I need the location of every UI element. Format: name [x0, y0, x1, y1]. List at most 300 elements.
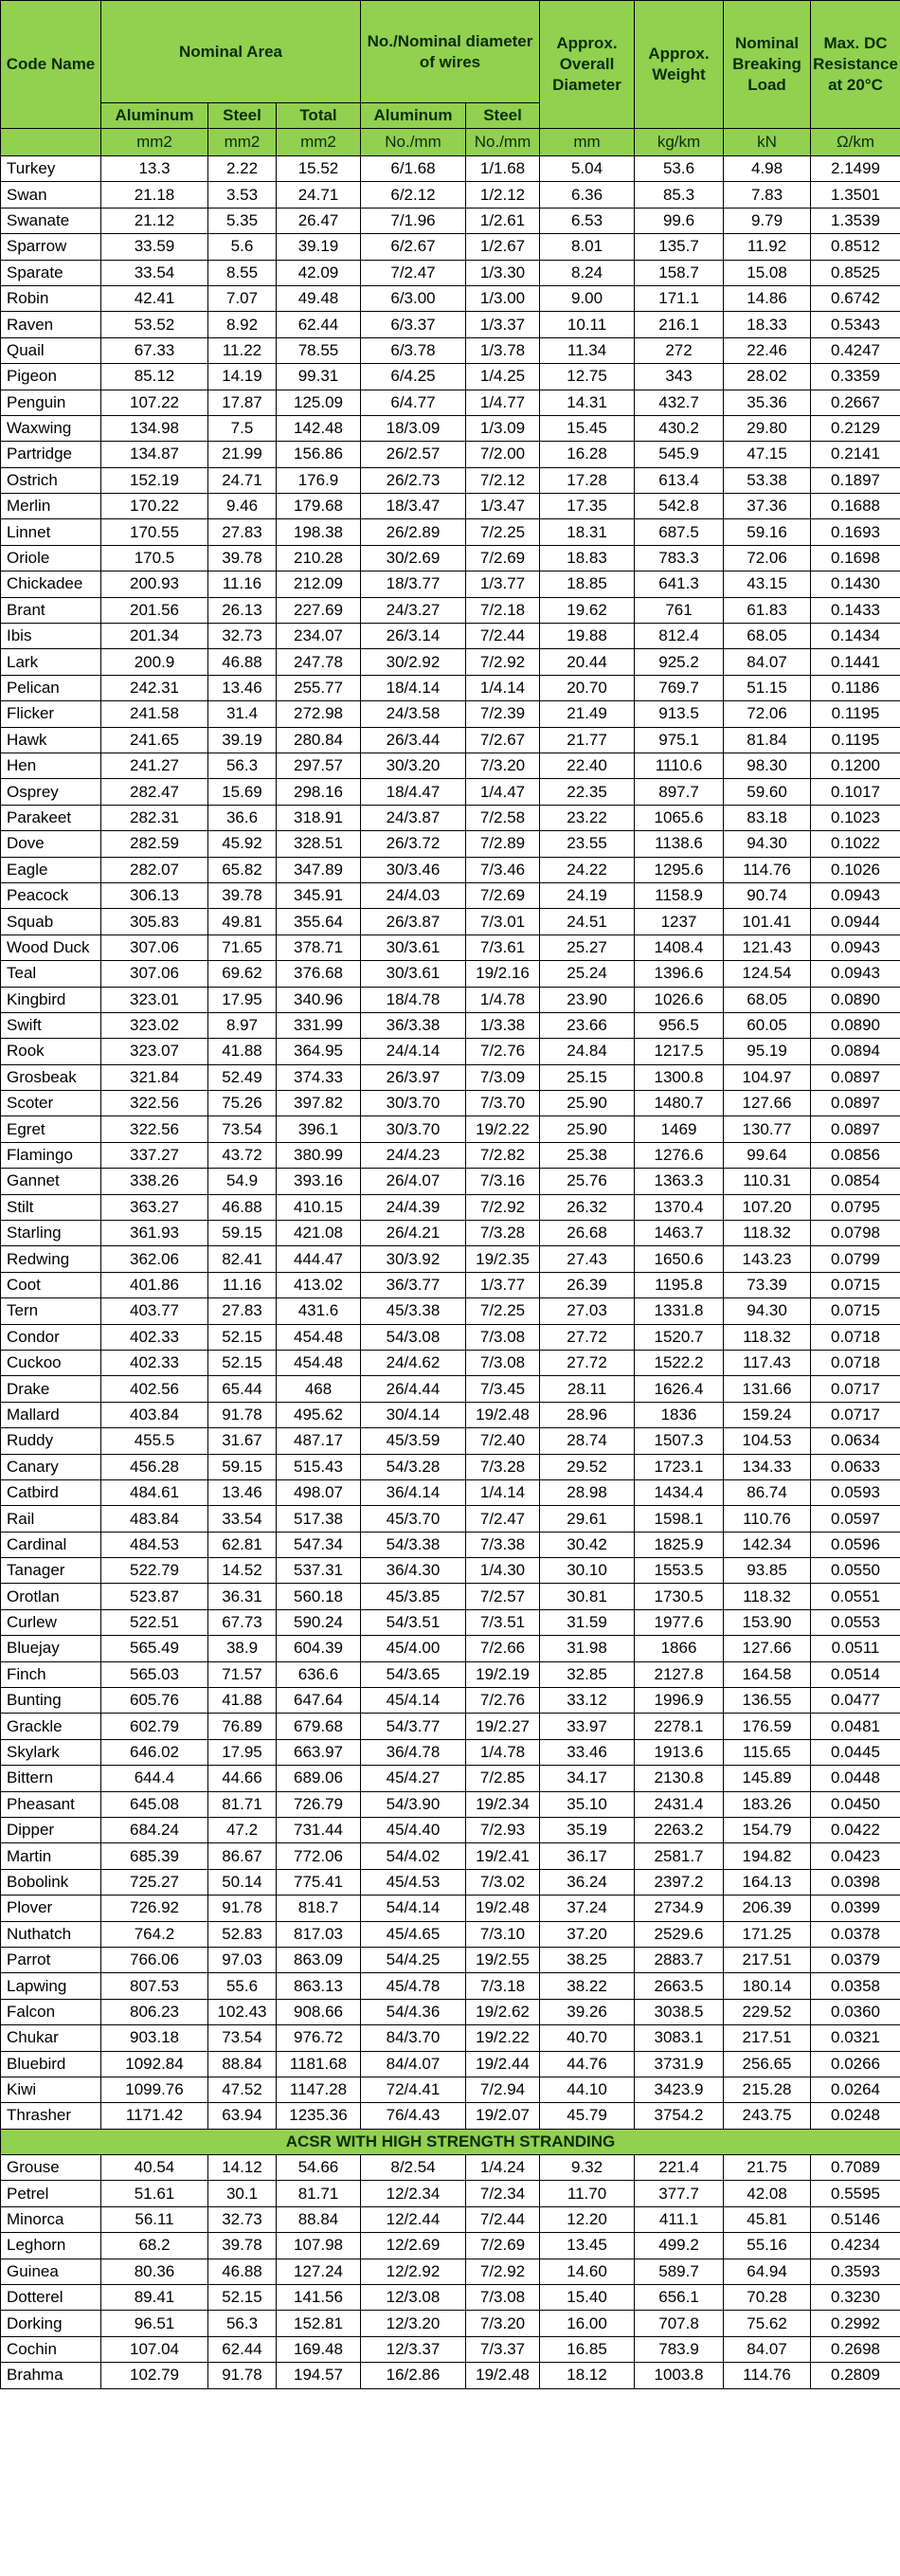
table-cell: 6.53 [540, 208, 635, 233]
table-cell: 7/2.57 [466, 1584, 540, 1609]
table-cell: 54/3.90 [361, 1791, 466, 1817]
table-row [1, 1609, 900, 1635]
table-cell: Grosbeak [1, 1064, 101, 1090]
table-cell: 60.05 [724, 1012, 811, 1038]
table-row [1, 182, 900, 208]
table-cell: 152.81 [277, 2311, 361, 2336]
table-cell: 14.52 [208, 1558, 277, 1584]
table-cell: 59.15 [208, 1454, 277, 1479]
table-cell: 98.30 [724, 753, 811, 778]
table-cell: 7/2.85 [466, 1766, 540, 1791]
table-row [1, 2336, 900, 2362]
table-cell: 73.54 [208, 1116, 277, 1142]
table-cell: 7/2.18 [466, 597, 540, 623]
table-cell: 54/3.77 [361, 1714, 466, 1739]
table-cell: 363.27 [101, 1194, 208, 1220]
table-cell: 323.07 [101, 1039, 208, 1064]
table-cell: 19/2.41 [466, 1843, 540, 1869]
table-cell: Tanager [1, 1558, 101, 1584]
table-cell: Bluejay [1, 1636, 101, 1661]
table-cell: 54/4.02 [361, 1843, 466, 1869]
table-cell: 38.25 [540, 1947, 635, 1972]
table-cell: 30/3.70 [361, 1091, 466, 1116]
table-cell: Swanate [1, 208, 101, 233]
table-cell: 25.38 [540, 1142, 635, 1168]
table-cell: 1331.8 [635, 1298, 724, 1324]
table-cell: 863.13 [277, 1973, 361, 1999]
table-cell: Teal [1, 961, 101, 987]
table-cell: 2581.7 [635, 1843, 724, 1869]
table-cell: 641.3 [635, 571, 724, 597]
table-cell: Bunting [1, 1688, 101, 1714]
table-cell: 27.43 [540, 1246, 635, 1272]
table-cell: 56.3 [208, 2311, 277, 2336]
table-row [1, 1246, 900, 1272]
table-cell: 0.0718 [811, 1324, 900, 1350]
table-cell: 0.0477 [811, 1688, 900, 1714]
table-cell: 1977.6 [635, 1609, 724, 1635]
table-cell: 707.8 [635, 2311, 724, 2336]
table-cell: 413.02 [277, 1272, 361, 1297]
table-cell: 0.8512 [811, 234, 900, 260]
table-row [1, 805, 900, 830]
table-cell: 18/3.09 [361, 415, 466, 441]
table-cell: 215.28 [724, 2077, 811, 2102]
table-row [1, 2025, 900, 2051]
table-cell: 30.10 [540, 1558, 635, 1584]
table-cell: 14.19 [208, 364, 277, 390]
table-row [1, 285, 900, 311]
table-cell: 86.67 [208, 1843, 277, 1869]
table-cell: 54.66 [277, 2155, 361, 2181]
table-cell: 221.4 [635, 2155, 724, 2181]
table-cell: 141.56 [277, 2285, 361, 2311]
table-cell: 1235.36 [277, 2103, 361, 2129]
table-cell: 170.55 [101, 519, 208, 545]
table-cell: 484.61 [101, 1479, 208, 1505]
table-cell: 171.1 [635, 285, 724, 311]
table-cell: 45/4.78 [361, 1973, 466, 1999]
table-cell: 24/4.62 [361, 1350, 466, 1375]
table-row [1, 390, 900, 415]
table-cell: 154.79 [724, 1818, 811, 1843]
table-cell: 41.88 [208, 1688, 277, 1714]
table-cell: 136.55 [724, 1688, 811, 1714]
table-cell: Martin [1, 1843, 101, 1869]
table-cell: 547.34 [277, 1532, 361, 1557]
table-cell: 689.06 [277, 1766, 361, 1791]
table-cell: 560.18 [277, 1584, 361, 1609]
table-cell: 537.31 [277, 1558, 361, 1584]
table-cell: 9.46 [208, 494, 277, 519]
table-cell: 897.7 [635, 779, 724, 805]
table-cell: 24.22 [540, 857, 635, 882]
table-cell: 17.95 [208, 1739, 277, 1765]
unit-weight: kg/km [635, 129, 724, 156]
table-cell: 0.0717 [811, 1376, 900, 1402]
table-cell: 143.23 [724, 1246, 811, 1272]
table-cell: 26/4.44 [361, 1376, 466, 1402]
table-cell: 59.15 [208, 1221, 277, 1246]
table-cell: 37.24 [540, 1896, 635, 1921]
table-cell: 35.36 [724, 390, 811, 415]
table-row [1, 364, 900, 390]
table-cell: 169.48 [277, 2336, 361, 2362]
table-cell: 45.92 [208, 831, 277, 857]
table-cell: 9.79 [724, 208, 811, 233]
table-cell: 53.6 [635, 156, 724, 182]
table-cell: 201.56 [101, 597, 208, 623]
table-cell: 93.85 [724, 1558, 811, 1584]
table-cell: 30/3.70 [361, 1116, 466, 1142]
table-cell: 355.64 [277, 909, 361, 934]
table-cell: 41.88 [208, 1039, 277, 1064]
table-cell: 107.20 [724, 1194, 811, 1220]
table-cell: Scoter [1, 1091, 101, 1116]
table-cell: 5.35 [208, 208, 277, 233]
table-cell: 498.07 [277, 1479, 361, 1505]
table-row [1, 1350, 900, 1375]
table-cell: 28.02 [724, 364, 811, 390]
table-cell: 7/2.44 [466, 624, 540, 649]
table-cell: 1110.6 [635, 753, 724, 778]
table-cell: 255.77 [277, 675, 361, 700]
table-cell: 46.88 [208, 649, 277, 675]
table-cell: 0.0551 [811, 1584, 900, 1609]
table-cell: Starling [1, 1221, 101, 1246]
table-cell: 72.06 [724, 545, 811, 571]
table-cell: 70.28 [724, 2285, 811, 2311]
table-cell: Turkey [1, 156, 101, 182]
table-cell: 1092.84 [101, 2051, 208, 2077]
table-cell: 3038.5 [635, 1999, 724, 2024]
table-cell: 272 [635, 337, 724, 363]
table-cell: 0.0511 [811, 1636, 900, 1661]
table-row [1, 2103, 900, 2129]
table-cell: 76.89 [208, 1714, 277, 1739]
table-cell: 47.15 [724, 442, 811, 467]
table-cell: 3731.9 [635, 2051, 724, 2077]
table-cell: 1507.3 [635, 1428, 724, 1454]
table-cell: 23.55 [540, 831, 635, 857]
table-cell: 11.16 [208, 1272, 277, 1297]
table-cell: 0.1441 [811, 649, 900, 675]
table-cell: Pigeon [1, 364, 101, 390]
table-cell: 194.57 [277, 2363, 361, 2388]
table-cell: 27.72 [540, 1350, 635, 1375]
table-cell: 142.48 [277, 415, 361, 441]
table-cell: Waxwing [1, 415, 101, 441]
table-cell: 7/2.92 [466, 649, 540, 675]
table-cell: 67.33 [101, 337, 208, 363]
table-cell: Sparrow [1, 234, 101, 260]
table-cell: 217.51 [724, 2025, 811, 2051]
table-cell: 431.6 [277, 1298, 361, 1324]
table-cell: 94.30 [724, 831, 811, 857]
table-cell: 5.04 [540, 156, 635, 182]
table-cell: 39.78 [208, 2233, 277, 2259]
table-cell: 1/3.00 [466, 285, 540, 311]
table-cell: 84.07 [724, 2336, 811, 2362]
table-cell: 36.24 [540, 1869, 635, 1895]
table-cell: 1/1.68 [466, 156, 540, 182]
table-cell: 6/4.25 [361, 364, 466, 390]
table-cell: 818.7 [277, 1896, 361, 1921]
table-cell: 364.95 [277, 1039, 361, 1064]
table-cell: 1/4.78 [466, 1739, 540, 1765]
table-cell: 11.34 [540, 337, 635, 363]
table-cell: 210.28 [277, 545, 361, 571]
table-cell: 7/2.58 [466, 805, 540, 830]
table-cell: 4.98 [724, 156, 811, 182]
table-cell: 158.7 [635, 260, 724, 285]
table-cell: 52.15 [208, 1350, 277, 1375]
table-cell: 908.66 [277, 1999, 361, 2024]
table-cell: 647.64 [277, 1688, 361, 1714]
table-cell: 18/3.77 [361, 571, 466, 597]
table-cell: 53.38 [724, 467, 811, 493]
table-row [1, 1454, 900, 1479]
table-cell: 121.43 [724, 934, 811, 960]
table-row [1, 1169, 900, 1194]
table-cell: Linnet [1, 519, 101, 545]
table-cell: 256.65 [724, 2051, 811, 2077]
table-cell: Swift [1, 1012, 101, 1038]
table-cell: 16.85 [540, 2336, 635, 2362]
table-cell: Falcon [1, 1999, 101, 2024]
table-cell: Ibis [1, 624, 101, 649]
table-cell: Bluebird [1, 2051, 101, 2077]
table-cell: 12/3.08 [361, 2285, 466, 2311]
table-cell: Redwing [1, 1246, 101, 1272]
table-cell: 102.43 [208, 1999, 277, 2024]
table-cell: 33.54 [208, 1506, 277, 1532]
table-cell: 30/3.61 [361, 961, 466, 987]
table-cell: 34.17 [540, 1766, 635, 1791]
table-cell: 2263.2 [635, 1818, 724, 1843]
table-cell: 212.09 [277, 571, 361, 597]
table-cell: 65.82 [208, 857, 277, 882]
table-cell: 0.1688 [811, 494, 900, 519]
table-cell: 142.34 [724, 1532, 811, 1557]
header-code-name: Code Name [1, 1, 101, 129]
table-cell: 0.0423 [811, 1843, 900, 1869]
unit-aluminum-area: mm2 [101, 129, 208, 156]
table-cell: 7/3.01 [466, 909, 540, 934]
table-cell: 38.9 [208, 1636, 277, 1661]
table-cell: 54/3.08 [361, 1324, 466, 1350]
table-cell: 456.28 [101, 1454, 208, 1479]
table-cell: 45/4.00 [361, 1636, 466, 1661]
table-cell: 54/3.65 [361, 1661, 466, 1687]
table-cell: 2431.4 [635, 1791, 724, 1817]
table-row [1, 1947, 900, 1972]
table-cell: 36/3.77 [361, 1272, 466, 1297]
table-row [1, 727, 900, 753]
table-cell: 36/3.38 [361, 1012, 466, 1038]
table-cell: Thrasher [1, 2103, 101, 2129]
table-cell: 85.3 [635, 182, 724, 208]
table-cell: 0.1434 [811, 624, 900, 649]
table-cell: 24/4.39 [361, 1194, 466, 1220]
unit-steel-area: mm2 [208, 129, 277, 156]
table-cell: 19/2.19 [466, 1661, 540, 1687]
table-cell: Lapwing [1, 1973, 101, 1999]
table-cell: 31.4 [208, 701, 277, 727]
table-cell: Dipper [1, 1818, 101, 1843]
table-cell: 26/2.57 [361, 442, 466, 467]
table-cell: 0.0634 [811, 1428, 900, 1454]
table-cell: 125.09 [277, 390, 361, 415]
table-cell: 272.98 [277, 701, 361, 727]
table-cell: 25.24 [540, 961, 635, 987]
table-cell: 343 [635, 364, 724, 390]
table-cell: 30/2.69 [361, 545, 466, 571]
table-cell: 104.97 [724, 1064, 811, 1090]
table-cell: 28.96 [540, 1402, 635, 1427]
table-cell: Ruddy [1, 1428, 101, 1454]
table-cell: 684.24 [101, 1818, 208, 1843]
table-row [1, 2181, 900, 2206]
table-cell: 15.69 [208, 779, 277, 805]
table-cell: 30.81 [540, 1584, 635, 1609]
table-cell: 31.98 [540, 1636, 635, 1661]
table-cell: 54/4.36 [361, 1999, 466, 2024]
table-cell: 0.0798 [811, 1221, 900, 1246]
table-cell: 1408.4 [635, 934, 724, 960]
table-cell: 0.0550 [811, 1558, 900, 1584]
table-cell: 73.39 [724, 1272, 811, 1297]
table-cell: 0.1026 [811, 857, 900, 882]
table-cell: 589.7 [635, 2259, 724, 2284]
table-cell: 45/4.14 [361, 1688, 466, 1714]
table-cell: 28.74 [540, 1428, 635, 1454]
header-wires: No./Nominal diameter of wires [361, 1, 540, 103]
table-cell: 0.0894 [811, 1039, 900, 1064]
table-cell: 21.75 [724, 2155, 811, 2181]
table-cell: 68.2 [101, 2233, 208, 2259]
table-cell: 1363.3 [635, 1169, 724, 1194]
table-cell: 45/3.38 [361, 1298, 466, 1324]
table-cell: 27.03 [540, 1298, 635, 1324]
table-cell: Merlin [1, 494, 101, 519]
table-cell: 242.31 [101, 675, 208, 700]
table-cell: 0.7089 [811, 2155, 900, 2181]
table-cell: 783.9 [635, 2336, 724, 2362]
table-cell: 0.0450 [811, 1791, 900, 1817]
table-row [1, 1272, 900, 1297]
table-cell: 0.0597 [811, 1506, 900, 1532]
table-cell: 646.02 [101, 1739, 208, 1765]
table-cell: 2883.7 [635, 1947, 724, 1972]
table-cell: 7/1.96 [361, 208, 466, 233]
table-cell: 18.33 [724, 312, 811, 337]
table-cell: 7/2.39 [466, 701, 540, 727]
table-cell: 152.19 [101, 467, 208, 493]
table-cell: 0.0890 [811, 1012, 900, 1038]
table-cell: 376.68 [277, 961, 361, 987]
table-cell: 483.84 [101, 1506, 208, 1532]
table-cell: 40.70 [540, 2025, 635, 2051]
table-cell: Finch [1, 1661, 101, 1687]
table-cell: 0.1433 [811, 597, 900, 623]
table-cell: 25.90 [540, 1091, 635, 1116]
unit-wire-steel: No./mm [466, 129, 540, 156]
table-cell: 176.9 [277, 467, 361, 493]
table-cell: 45/4.65 [361, 1921, 466, 1947]
table-cell: Grackle [1, 1714, 101, 1739]
table-cell: 7/2.00 [466, 442, 540, 467]
table-cell: 8.24 [540, 260, 635, 285]
table-cell: 775.41 [277, 1869, 361, 1895]
table-cell: 421.08 [277, 1221, 361, 1246]
table-cell: 36.31 [208, 1584, 277, 1609]
table-cell: Flicker [1, 701, 101, 727]
table-row [1, 857, 900, 882]
table-cell: 217.51 [724, 1947, 811, 1972]
table-cell: 726.79 [277, 1791, 361, 1817]
table-cell: 7/2.89 [466, 831, 540, 857]
table-cell: 7/2.92 [466, 1194, 540, 1220]
header-nominal-area: Nominal Area [101, 1, 361, 103]
table-cell: 402.33 [101, 1350, 208, 1375]
table-cell: 179.68 [277, 494, 361, 519]
table-cell: 32.73 [208, 624, 277, 649]
table-row [1, 260, 900, 285]
table-cell: 0.6742 [811, 285, 900, 311]
table-cell: 45/3.70 [361, 1506, 466, 1532]
table-cell: Raven [1, 312, 101, 337]
table-cell: 7/3.10 [466, 1921, 540, 1947]
table-cell: 282.07 [101, 857, 208, 882]
table-cell: 925.2 [635, 649, 724, 675]
table-cell: 23.90 [540, 987, 635, 1012]
table-cell: 7/2.44 [466, 2206, 540, 2232]
table-cell: 0.5343 [811, 312, 900, 337]
table-cell: Grouse [1, 2155, 101, 2181]
table-cell: 26.32 [540, 1194, 635, 1220]
table-cell: 56.11 [101, 2206, 208, 2232]
table-row [1, 753, 900, 778]
table-cell: 7/3.70 [466, 1091, 540, 1116]
table-cell: 26/3.97 [361, 1064, 466, 1090]
table-cell: 102.79 [101, 2363, 208, 2388]
table-row [1, 1714, 900, 1739]
table-cell: 63.94 [208, 2103, 277, 2129]
table-cell: 26/2.89 [361, 519, 466, 545]
table-cell: 153.90 [724, 1609, 811, 1635]
table-cell: Flamingo [1, 1142, 101, 1168]
table-cell: 0.0633 [811, 1454, 900, 1479]
table-cell: 52.83 [208, 1921, 277, 1947]
table-cell: 1/3.77 [466, 1272, 540, 1297]
table-row [1, 234, 900, 260]
table-cell: 201.34 [101, 624, 208, 649]
subheader-steel: Steel [208, 103, 277, 129]
table-cell: 26.47 [277, 208, 361, 233]
table-row [1, 2259, 900, 2284]
table-cell: 17.28 [540, 467, 635, 493]
table-cell: 25.76 [540, 1169, 635, 1194]
table-cell: 37.36 [724, 494, 811, 519]
table-cell: 0.3593 [811, 2259, 900, 2284]
header-diameter: Approx. Overall Diameter [540, 1, 635, 129]
table-cell: 118.32 [724, 1584, 811, 1609]
table-row [1, 1973, 900, 1999]
table-cell: 17.35 [540, 494, 635, 519]
table-cell: 645.08 [101, 1791, 208, 1817]
table-cell: 863.09 [277, 1947, 361, 1972]
